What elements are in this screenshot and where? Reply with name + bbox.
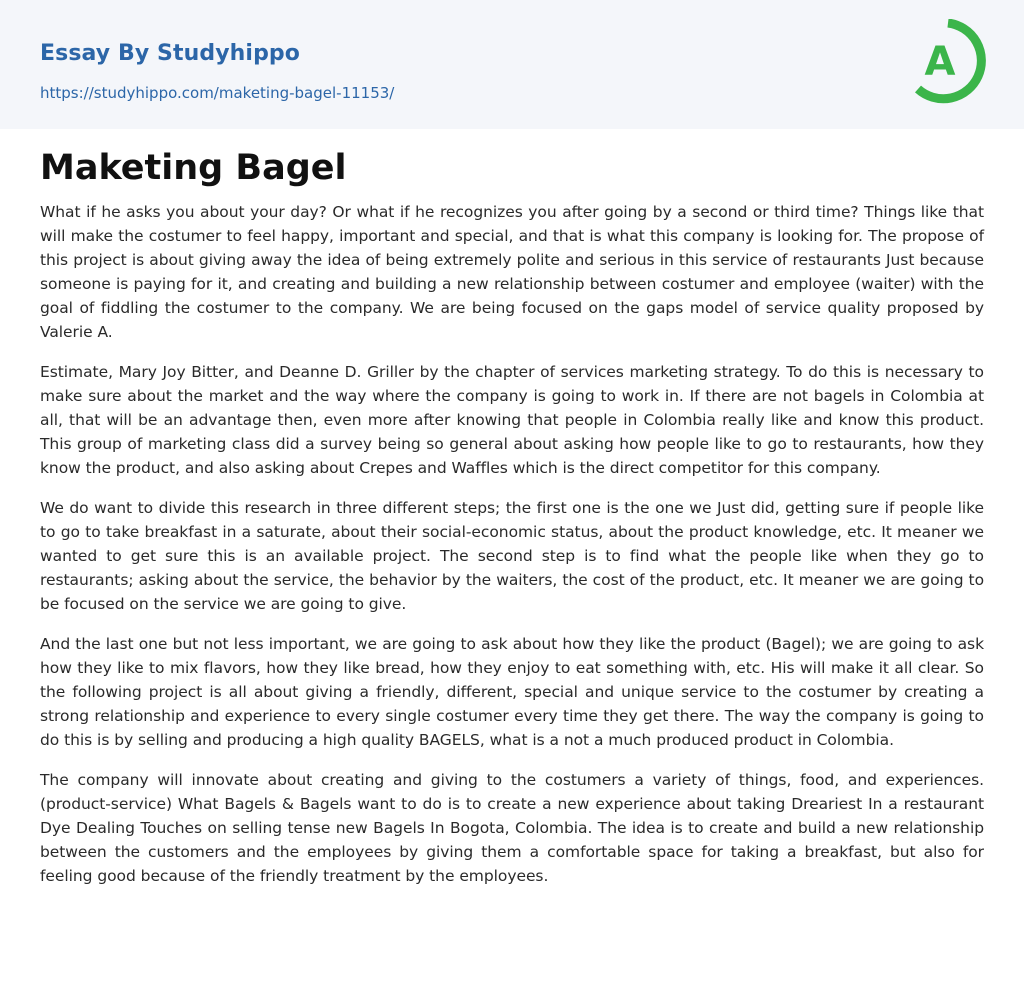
essay-paragraph: And the last one but not less important, we are going to ask about how they like the product (Bagel); we are going to ask how they like to mix flavors, how they like bread, how they enjoy to eat something with, etc. His will make it all clear. So the following project is all about giving a friendly, different, special and unique service to the costumer by creating a strong relationship and experience to every single costumer every time they get there. The way the company is going to do this is by selling and producing a high quality BAGELS, what is a not a much produced product in Colombia. [40, 635, 984, 749]
essay-paragraph: The company will innovate about creating and giving to the costumers a variety of things, food, and experiences. (product-service) What Bagels & Bagels want to do is to create a new experience about taking Dreariest In a restaurant Dye Dealing Touches on selling tense new Bagels In Bogota, Colombia. The idea is to create and build a new relationship between the customers and the employees by giving them a comfortable space for taking a breakfast, but also for feeling good because of the friendly treatment by the employees. [40, 771, 984, 885]
essay-title: Maketing Bagel [40, 148, 347, 188]
essay-url-link[interactable]: https://studyhippo.com/maketing-bagel-11153/ [40, 84, 395, 102]
essay-paragraph: What if he asks you about your day? Or what if he recognizes you after going by a second or third time? Things like that will make the costumer to feel happy, important and special, and that is what this company is looking for. The propose of this project is about giving away the idea of being extremely polite and serious in this service of restaurants Just because someone is paying for it, and creating and building a new relationship between costumer and employee (waiter) with the goal of fiddling the costumer to the company. We are being focused on the gaps model of service quality proposed by Valerie A. [40, 203, 984, 341]
essay-paragraph: We do want to divide this research in three different steps; the first one is the one we Just did, getting sure if people like to go to take breakfast in a saturate, about their social-economic status, about the product knowledge, etc. It meaner we wanted to get sure this is an available project. The second step is to find what the people like when they go to restaurants; asking about the service, the behavior by the waiters, the cost of the product, etc. It meaner we are going to be focused on the service we are going to give. [40, 499, 984, 613]
logo-letter: A [924, 39, 956, 85]
site-title: Essay By Studyhippo [40, 41, 300, 66]
studyhippo-logo-icon[interactable] [910, 19, 986, 105]
essay-body [40, 200, 984, 904]
essay-paragraph: Estimate, Mary Joy Bitter, and Deanne D. Griller by the chapter of services marketing strategy. To do this is necessary to make sure about the market and the way where the company is going to work in. If there are not bagels in Colombia at all, that will be an advantage then, even more after knowing that people in Colombia really like and know this product. This group of marketing class did a survey being so general about asking how people like to go to restaurants, how they know the product, and also asking about Crepes and Waffles which is the direct competitor for this company. [40, 363, 984, 477]
